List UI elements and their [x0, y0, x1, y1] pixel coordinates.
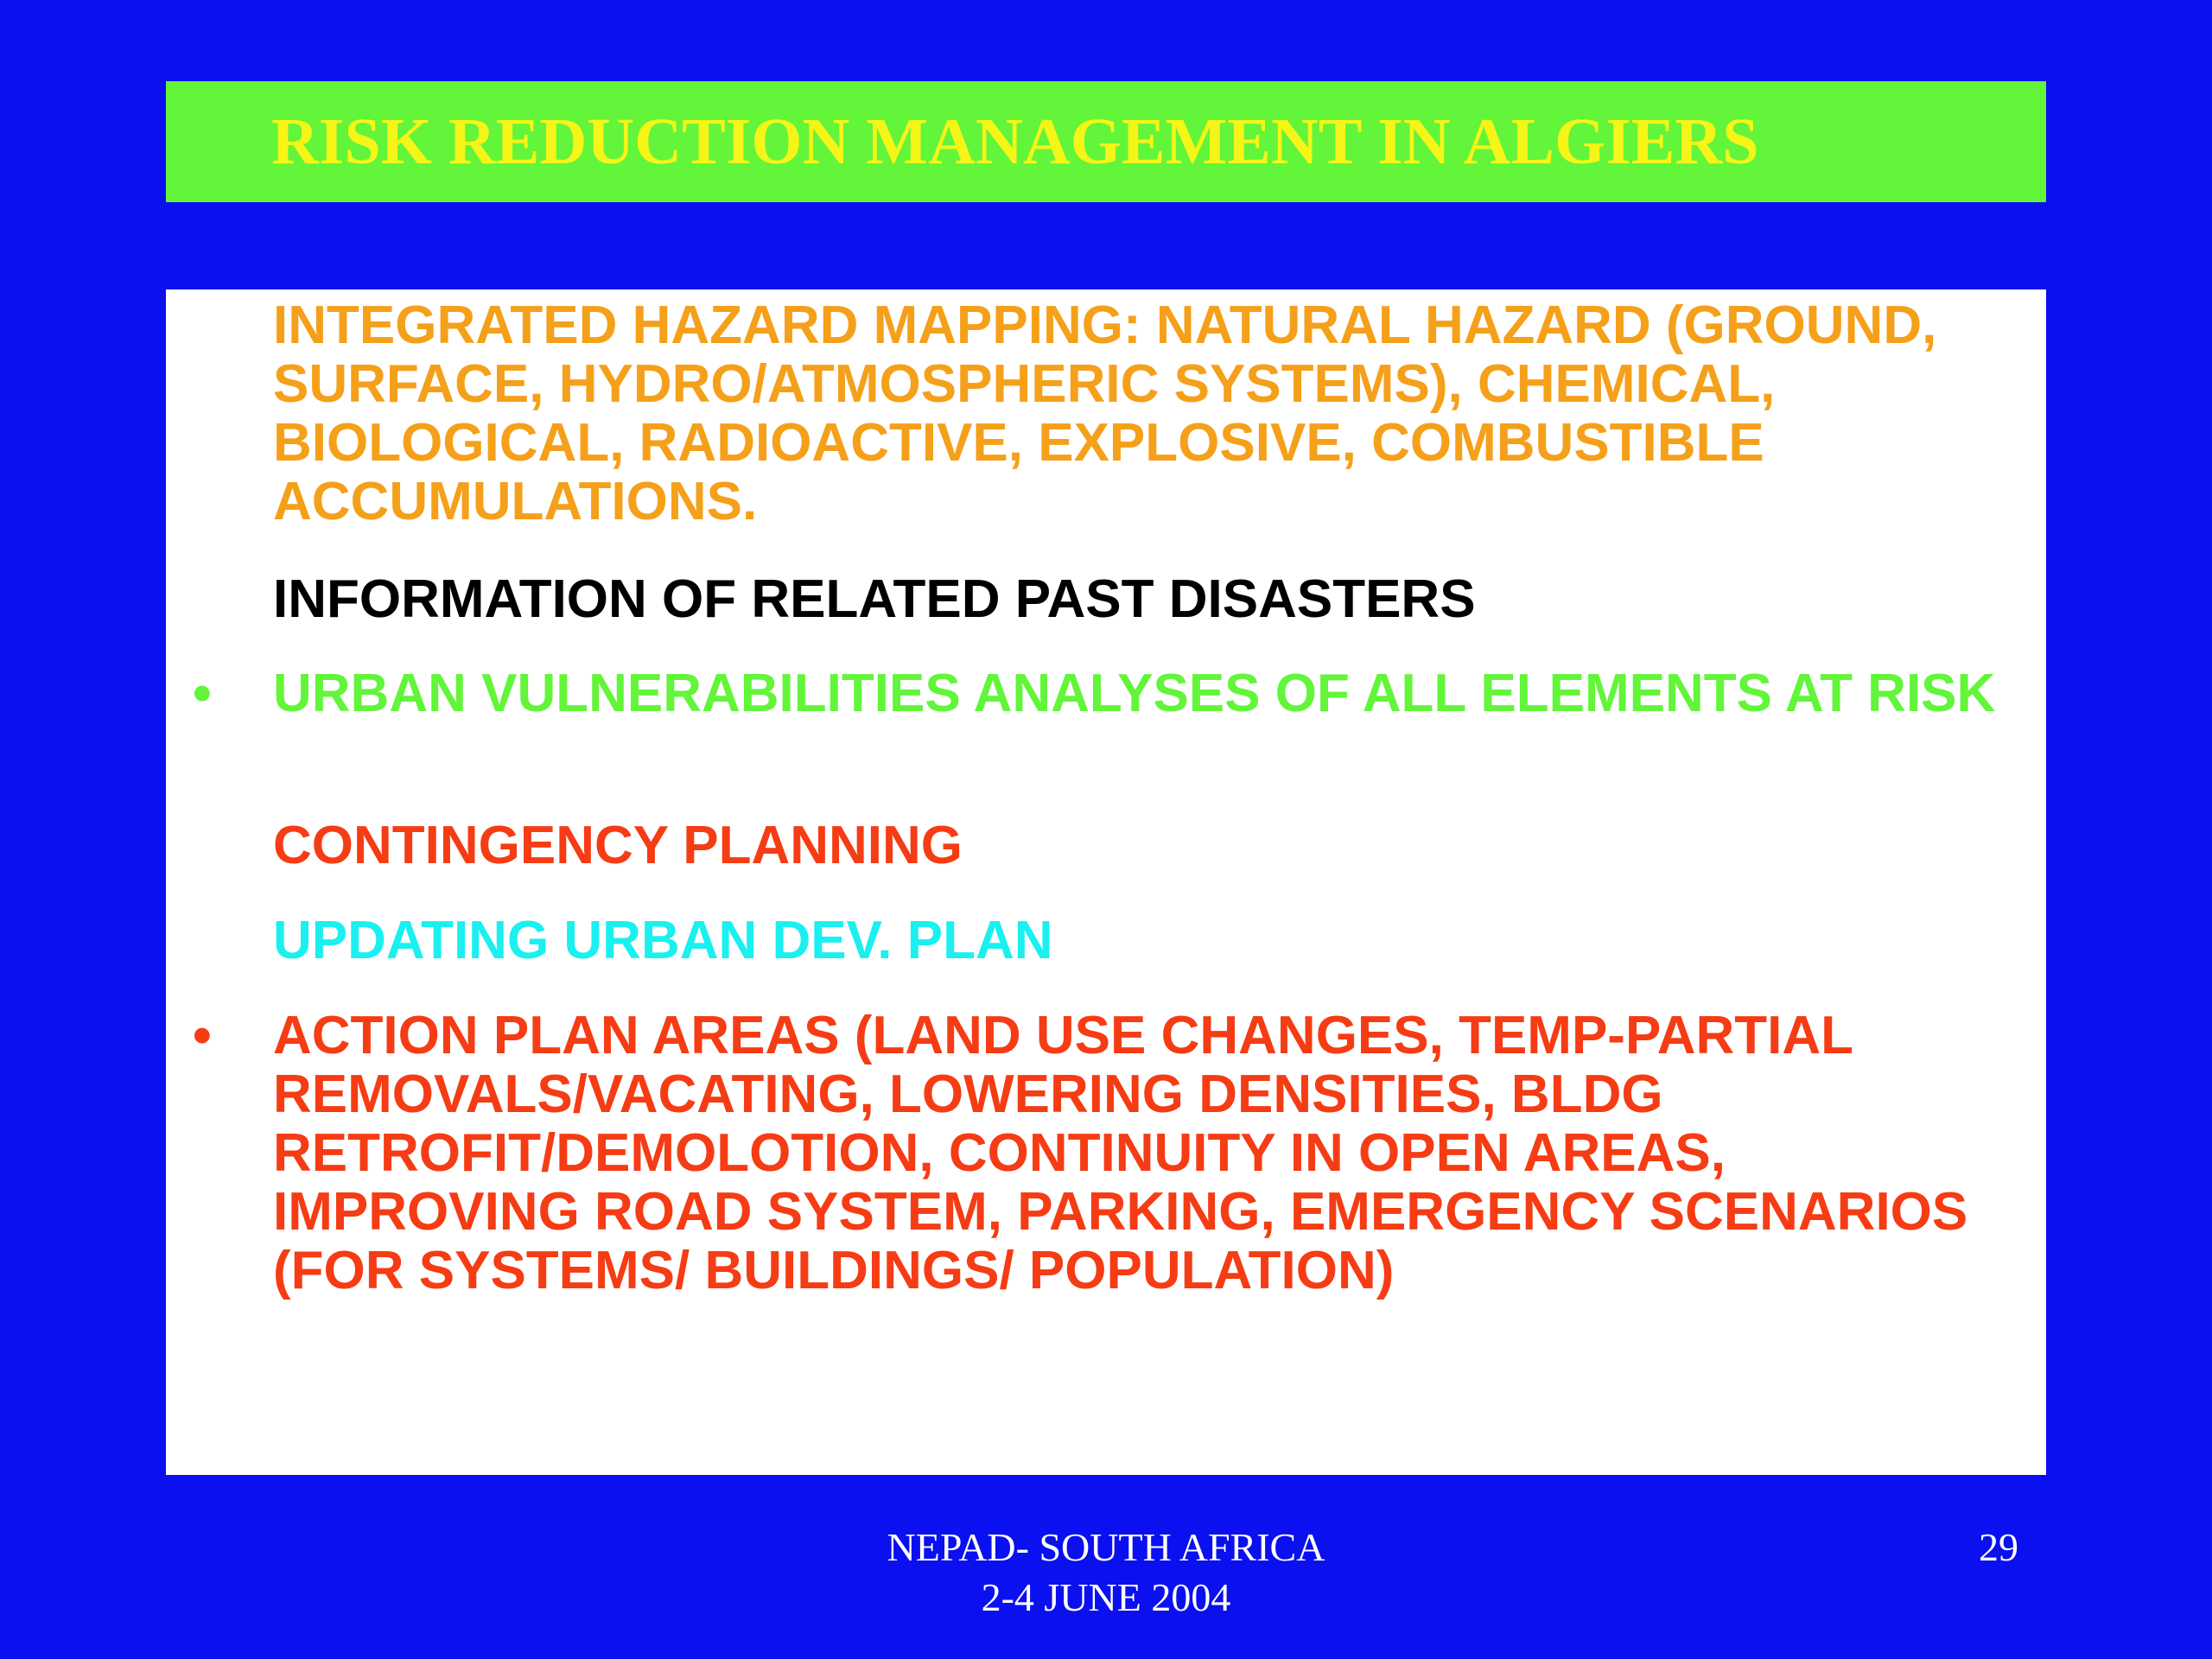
item-contingency-planning	[273, 817, 2018, 875]
footer-line2: 2-4 JUNE 2004	[981, 1575, 1231, 1619]
item-urban-vulnerabilities	[193, 664, 2018, 723]
page-number: 29	[1979, 1525, 2018, 1569]
bullet-icon: •	[193, 1006, 212, 1065]
item-past-disasters-text: INFORMATION OF RELATED PAST DISASTERS	[273, 569, 1476, 629]
item-hazard-mapping	[273, 296, 2018, 531]
item-hazard-mapping-text: INTEGRATED HAZARD MAPPING: NATURAL HAZARD (GROUND, SURFACE, HYDRO/ATMOSPHERIC SYSTEMS), CHEMICAL, BIOLOGICAL, RADIOACTIVE, EXPLOSIVE, COMBUSTIBLE ACCUMULATIONS.	[273, 296, 1937, 531]
item-urban-vulnerabilities-text: URBAN VULNERABILITIES ANALYSES OF ALL ELEMENTS AT RISK	[273, 664, 1996, 723]
item-action-plan	[193, 1006, 2018, 1300]
footer-event	[0, 1522, 2212, 1623]
item-past-disasters	[273, 570, 2018, 629]
bullet-icon: •	[193, 664, 212, 723]
footer-line1: NEPAD- SOUTH AFRICA	[887, 1525, 1325, 1569]
content-box	[166, 289, 2046, 1475]
item-contingency-planning-text: CONTINGENCY PLANNING	[273, 816, 963, 875]
item-action-plan-text: ACTION PLAN AREAS (LAND USE CHANGES, TEMP-PARTIAL REMOVALS/VACATING, LOWERING DENSITIES, BLDG RETROFIT/DEMOLOTION, CONTINUITY IN OPEN AREAS, IMPROVING ROAD SYSTEM, PARKING, EMERGENCY SCENARIOS (FOR SYSTEMS/ BUILDINGS/ POPULATION)	[273, 1006, 1968, 1300]
title-bar	[166, 81, 2046, 202]
item-updating-plan	[273, 912, 2018, 970]
item-updating-plan-text: UPDATING URBAN DEV. PLAN	[273, 911, 1053, 970]
slide-title: RISK REDUCTION MANAGEMENT IN ALGIERS	[271, 105, 1759, 178]
